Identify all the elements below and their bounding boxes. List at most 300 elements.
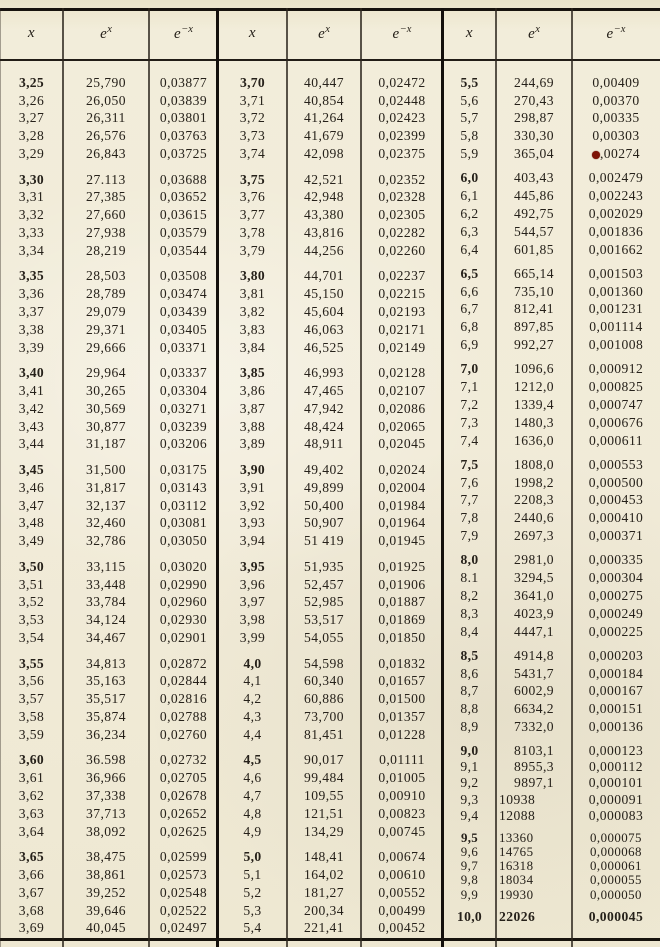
table-row: [443, 683, 660, 701]
cell-e-pow-x: 6634,2: [513, 701, 555, 717]
cell-e-pow-minus-x: 0,02065: [378, 418, 426, 434]
table-row: [0, 364, 218, 382]
cell-x: 3,94: [239, 533, 266, 549]
cell-e-pow-minus-x: 0,002479: [588, 170, 644, 186]
table-row: [443, 527, 660, 545]
row-block: [0, 848, 218, 937]
cell-e-pow-minus-x: 0,01657: [378, 673, 426, 689]
cell-x: 3,81: [239, 286, 266, 302]
cell-x: 4,2: [243, 691, 262, 707]
table-row: [0, 268, 218, 286]
cell-e-pow-x: 13360: [499, 830, 534, 845]
cell-e-pow-x: 39,252: [85, 884, 127, 900]
table-row: [218, 532, 443, 550]
cell-x: 3,28: [18, 128, 45, 144]
group-body: [443, 74, 660, 926]
table-row: [0, 339, 218, 357]
cell-e-pow-x: 42,521: [303, 171, 345, 187]
cell-e-pow-x: 221,41: [303, 920, 345, 936]
cell-x: 3,62: [18, 787, 45, 803]
cell-e-pow-x: 121,51: [303, 805, 345, 821]
cell-e-pow-minus-x: 0,02990: [159, 576, 208, 592]
cell-e-pow-minus-x: 0,02305: [378, 207, 426, 223]
cell-x: 3,37: [18, 304, 45, 320]
table-row: [218, 515, 443, 533]
group-header-row: [0, 8, 218, 59]
cell-x: 6,6: [460, 283, 479, 299]
cell-e-pow-minus-x: 0,000453: [588, 492, 644, 508]
cell-x: 3,60: [19, 752, 44, 768]
cell-x: 6,8: [460, 319, 479, 335]
cell-e-pow-x: 44,701: [303, 268, 345, 284]
cell-x: 3,38: [18, 321, 45, 337]
cell-e-pow-minus-x: 0,00745: [378, 823, 426, 839]
red-ink-dot: [592, 151, 600, 159]
header-base-text: e: [528, 26, 536, 42]
column-group-1: [0, 8, 218, 947]
cell-x: 3,44: [18, 436, 45, 452]
cell-x: 9,8: [460, 873, 479, 888]
cell-e-pow-minus-x: 0,01964: [378, 515, 426, 531]
table-row: [443, 205, 660, 223]
table-row: [0, 171, 218, 189]
cell-e-pow-minus-x: 0,02960: [159, 594, 208, 610]
row-block: [218, 655, 443, 744]
cell-e-pow-minus-x: 0,002243: [588, 188, 644, 204]
table-row: [218, 92, 443, 110]
cell-x: 8,2: [460, 587, 479, 603]
cell-x: 5,3: [243, 902, 262, 918]
table-row: [443, 718, 660, 736]
cell-x: 4,3: [243, 708, 262, 724]
cell-e-pow-minus-x: 0,01906: [378, 576, 426, 592]
table-row: [0, 805, 218, 823]
cell-e-pow-minus-x: 0,000061: [590, 859, 642, 874]
table-row: [218, 497, 443, 515]
cell-x: 6,3: [460, 223, 479, 239]
cell-e-pow-minus-x: 0,02678: [159, 787, 208, 803]
cell-e-pow-minus-x: 0,00674: [378, 849, 426, 865]
table-row: [0, 436, 218, 454]
table-row: [218, 884, 443, 902]
table-row: [443, 873, 660, 887]
cell-x: 3,67: [18, 884, 45, 900]
cell-e-pow-x: 40,854: [303, 92, 345, 108]
cell-e-pow-minus-x: 0,02788: [159, 708, 208, 724]
cell-x: 3,72: [239, 110, 266, 126]
cell-e-pow-minus-x: 0,000371: [588, 528, 644, 544]
column-group-3: [443, 8, 660, 947]
cell-e-pow-x: 10938: [499, 791, 536, 807]
cell-e-pow-minus-x: 0,02107: [378, 383, 426, 399]
table-row: [218, 866, 443, 884]
cell-e-pow-minus-x: 0,02423: [378, 110, 426, 126]
table-row: [218, 823, 443, 841]
cell-e-pow-minus-x: 0,001836: [588, 223, 644, 239]
table-row: [0, 418, 218, 436]
cell-e-pow-x: 365,04: [513, 146, 555, 162]
cell-x: 7,6: [460, 474, 479, 490]
table-row: [443, 474, 660, 492]
cell-e-pow-minus-x: 0,03050: [159, 533, 208, 549]
cell-e-pow-x: 33,784: [85, 594, 127, 610]
cell-e-pow-x: 29,666: [85, 339, 127, 355]
header-base-text: e: [100, 26, 108, 42]
cell-x: 9,9: [460, 887, 479, 902]
cell-e-pow-minus-x: 0,02844: [159, 673, 208, 689]
cell-e-pow-x: 30,265: [85, 383, 127, 399]
cell-e-pow-minus-x: 0,002029: [588, 205, 644, 221]
table-row: [443, 318, 660, 336]
cell-e-pow-x: 41,264: [303, 110, 345, 126]
cell-e-pow-minus-x: 0,02024: [378, 462, 426, 478]
cell-e-pow-x: 50,400: [303, 497, 345, 513]
cell-x: 3,70: [240, 74, 265, 90]
table-row: [443, 888, 660, 902]
cell-e-pow-x: 2208,3: [513, 492, 555, 508]
table-row: [218, 268, 443, 286]
cell-x: 9,7: [460, 859, 479, 874]
cell-e-pow-minus-x: 0,03801: [159, 110, 208, 126]
cell-x: 3,33: [18, 225, 45, 241]
cell-e-pow-minus-x: 0,01887: [378, 594, 426, 610]
cell-e-pow-minus-x: 0,03405: [159, 321, 208, 337]
cell-e-pow-x: 544,57: [513, 223, 555, 239]
row-block: [0, 171, 218, 260]
cell-e-pow-x: 492,75: [513, 205, 555, 221]
table-row: [0, 576, 218, 594]
cell-e-pow-x: 60,886: [303, 691, 345, 707]
cell-e-pow-x: 33,115: [86, 558, 126, 574]
cell-x: 6,0: [460, 170, 479, 186]
table-row: [443, 569, 660, 587]
cell-e-pow-minus-x: 0,03271: [159, 400, 208, 416]
table-row: [218, 285, 443, 303]
cell-x: 3,39: [18, 339, 45, 355]
cell-e-pow-minus-x: 0,03652: [159, 189, 208, 205]
cell-x: 3,85: [240, 365, 265, 381]
cell-e-pow-x: 9897,1: [513, 775, 555, 791]
cell-x: 4,8: [243, 805, 262, 821]
cell-e-pow-minus-x: 0,03206: [159, 436, 208, 452]
cell-e-pow-x: 41,679: [303, 128, 345, 144]
cell-e-pow-minus-x: 0,00335: [592, 110, 640, 126]
cell-x: 5,6: [460, 92, 479, 108]
table-row: [0, 479, 218, 497]
cell-e-pow-minus-x: 0,000184: [588, 665, 644, 681]
table-row: [218, 171, 443, 189]
table-row: [218, 594, 443, 612]
cell-x: 3,77: [239, 207, 266, 223]
cell-x: 3,45: [19, 462, 44, 478]
row-block: [218, 268, 443, 357]
cell-e-pow-minus-x: 0,02625: [159, 823, 208, 839]
cell-e-pow-x: 26,311: [86, 110, 126, 126]
cell-x: 3,75: [240, 171, 265, 187]
cell-e-pow-minus-x: 0,02260: [378, 242, 426, 258]
table-row: [0, 242, 218, 260]
cell-x: 3,49: [18, 533, 45, 549]
cell-e-pow-minus-x: 0,02128: [378, 365, 426, 381]
table-row: [0, 866, 218, 884]
table-row: [0, 823, 218, 841]
table-row: [443, 647, 660, 665]
cell-e-pow-x: 38,861: [85, 866, 127, 882]
column-header-e-pow-x: [63, 24, 149, 43]
cell-x: 3,40: [19, 365, 44, 381]
cell-e-pow-x: 34,467: [85, 629, 127, 645]
table-row: [218, 769, 443, 787]
cell-e-pow-minus-x: 0,000611: [588, 432, 644, 448]
cell-x: 4,5: [243, 752, 262, 768]
column-header-e-pow-x: [287, 24, 361, 43]
table-row: [443, 414, 660, 432]
cell-e-pow-x: 35,163: [85, 673, 127, 689]
cell-e-pow-x: 36,966: [85, 770, 127, 786]
cell-e-pow-minus-x: 0,02215: [378, 286, 426, 302]
cell-x: 9,0: [460, 742, 479, 758]
table-row: [443, 759, 660, 775]
cell-e-pow-minus-x: 0,01228: [378, 726, 426, 742]
cell-e-pow-minus-x: 0,03337: [159, 365, 208, 381]
cell-e-pow-minus-x: 0,001008: [588, 337, 644, 353]
table-row: [0, 848, 218, 866]
table-row: [218, 303, 443, 321]
cell-e-pow-x: 27,385: [85, 189, 127, 205]
cell-e-pow-minus-x: 0,03474: [159, 286, 208, 302]
table-row: [0, 655, 218, 673]
cell-e-pow-x: 90,017: [303, 752, 345, 768]
cell-e-pow-minus-x: 0,02282: [378, 225, 426, 241]
table-row: [218, 672, 443, 690]
column-header-e-pow-x: [496, 24, 572, 43]
cell-e-pow-minus-x: 0,00499: [378, 902, 426, 918]
table-row: [443, 742, 660, 758]
cell-e-pow-x: 35,517: [85, 691, 127, 707]
cell-e-pow-x: 39,646: [85, 902, 127, 918]
cell-e-pow-minus-x: 0,000055: [590, 873, 642, 888]
cell-e-pow-minus-x: 0,03239: [159, 418, 208, 434]
cell-e-pow-minus-x: 0,01832: [378, 655, 426, 671]
row-block: [443, 456, 660, 545]
cell-x: 3,26: [18, 92, 45, 108]
cell-e-pow-minus-x: 0,03439: [159, 304, 208, 320]
table-row: [0, 461, 218, 479]
table-row: [218, 558, 443, 576]
cell-e-pow-x: 200,34: [303, 902, 345, 918]
column-group-2: [218, 8, 443, 947]
cell-e-pow-x: 32,137: [85, 497, 127, 513]
cell-x: 3,86: [239, 383, 266, 399]
header-base-text: x: [465, 25, 474, 41]
cell-x: 8,0: [460, 552, 479, 568]
cell-e-pow-minus-x: 0,02705: [159, 770, 208, 786]
cell-e-pow-x: 148,41: [303, 849, 345, 865]
table-row: [0, 558, 218, 576]
table-row: [0, 497, 218, 515]
cell-e-pow-minus-x: 0,00552: [378, 884, 426, 900]
table-row: [218, 611, 443, 629]
table-row: [0, 884, 218, 902]
table-row: [218, 339, 443, 357]
table-row: [443, 378, 660, 396]
cell-x: 3,69: [18, 920, 45, 936]
table-row: [218, 690, 443, 708]
cell-e-pow-x: 40,447: [303, 74, 345, 90]
cell-x: 3,83: [239, 321, 266, 337]
cell-x: 3,88: [239, 418, 266, 434]
group-header-row: [443, 8, 660, 59]
cell-e-pow-minus-x: 0,03763: [159, 128, 208, 144]
cell-x: 4,7: [243, 787, 262, 803]
table-row: [0, 594, 218, 612]
cell-e-pow-x: 181,27: [303, 884, 345, 900]
header-base-text: x: [248, 25, 257, 41]
cell-x: 3,99: [239, 629, 266, 645]
table-row: [443, 74, 660, 92]
column-header-x: [443, 25, 496, 42]
cell-x: 4,1: [243, 673, 262, 689]
cell-e-pow-minus-x: 0,00409: [592, 74, 640, 90]
cell-e-pow-minus-x: 0,02448: [378, 92, 426, 108]
table-row: [0, 672, 218, 690]
table-row: [218, 848, 443, 866]
cell-x: 3,31: [18, 189, 45, 205]
cell-e-pow-minus-x: 0,02497: [159, 920, 208, 936]
cell-e-pow-x: 81,451: [303, 726, 345, 742]
header-exponent-text: x: [535, 24, 540, 35]
cell-e-pow-minus-x: 0,00303: [592, 128, 640, 144]
cell-x: 3,41: [18, 383, 45, 399]
cell-x: 3,36: [18, 286, 45, 302]
cell-e-pow-minus-x: 0,02004: [378, 479, 426, 495]
cell-x: 3,96: [239, 576, 266, 592]
cell-e-pow-x: 2981,0: [513, 552, 555, 568]
table-row: [443, 145, 660, 163]
group-body: [0, 74, 218, 937]
cell-e-pow-x: 25,790: [85, 74, 127, 90]
table-row: [443, 792, 660, 808]
cell-x: 3,34: [18, 242, 45, 258]
row-block: [443, 908, 660, 926]
cell-e-pow-minus-x: 0,02816: [159, 691, 208, 707]
cell-e-pow-minus-x: 0,02760: [159, 726, 208, 742]
cell-x: 7,3: [460, 414, 479, 430]
cell-e-pow-x: 46,063: [303, 321, 345, 337]
cell-e-pow-x: 31,500: [85, 462, 127, 478]
cell-e-pow-minus-x: 0,000500: [588, 474, 644, 490]
cell-e-pow-minus-x: 0,001360: [588, 283, 644, 299]
cell-x: 9,1: [460, 758, 479, 774]
cell-e-pow-minus-x: ,00274: [572, 146, 660, 162]
cell-e-pow-minus-x: 0,000335: [588, 552, 644, 568]
cell-x: 9,3: [460, 791, 479, 807]
cell-e-pow-x: 2440,6: [513, 510, 555, 526]
cell-x: 3,61: [18, 770, 45, 786]
cell-x: 3,64: [18, 823, 45, 839]
row-block: [0, 74, 218, 163]
table-row: [218, 110, 443, 128]
cell-e-pow-minus-x: 0,01984: [378, 497, 426, 513]
cell-e-pow-minus-x: 0,000068: [590, 845, 642, 860]
cell-x: 3,47: [18, 497, 45, 513]
cell-e-pow-minus-x: 0,02352: [378, 171, 426, 187]
column-header-x: [218, 25, 287, 42]
cell-e-pow-minus-x: 0,03143: [159, 479, 208, 495]
table-row: [443, 551, 660, 569]
cell-e-pow-minus-x: 0,000203: [588, 647, 644, 663]
cell-x: 5,9: [460, 146, 479, 162]
table-row: [443, 492, 660, 510]
cell-e-pow-x: 1998,2: [513, 474, 555, 490]
cell-e-pow-x: 73,700: [303, 708, 345, 724]
table-row: [0, 769, 218, 787]
row-block: [443, 360, 660, 449]
cell-x: 8,3: [460, 605, 479, 621]
cell-e-pow-x: 134,29: [303, 823, 345, 839]
row-block: [0, 655, 218, 744]
cell-e-pow-minus-x: 0,00370: [592, 92, 640, 108]
cell-e-pow-minus-x: 0,03081: [159, 515, 208, 531]
cell-e-pow-x: 298,87: [513, 110, 555, 126]
table-row: [218, 189, 443, 207]
table-row: [443, 396, 660, 414]
table-row: [0, 285, 218, 303]
table-row: [0, 902, 218, 920]
cell-e-pow-minus-x: 0,000553: [588, 456, 644, 472]
table-row: [218, 436, 443, 454]
cell-e-pow-minus-x: 0,000410: [588, 510, 644, 526]
cell-e-pow-minus-x: 0,01850: [378, 629, 426, 645]
cell-x: 3,89: [239, 436, 266, 452]
cell-e-pow-x: 4447,1: [513, 623, 555, 639]
table-row: [218, 576, 443, 594]
cell-x: 3,66: [18, 866, 45, 882]
cell-x: 10,0: [457, 909, 482, 925]
table-row: [0, 127, 218, 145]
row-block: [218, 848, 443, 937]
cell-x: 6,4: [460, 241, 479, 257]
cell-e-pow-minus-x: 0,000112: [588, 758, 644, 774]
table-row: [443, 301, 660, 319]
column-header-x: [0, 25, 63, 42]
cell-e-pow-minus-x: 0,000045: [588, 909, 644, 925]
table-row: [0, 726, 218, 744]
cell-e-pow-minus-x: 0,03615: [159, 207, 208, 223]
cell-e-pow-minus-x: 0,000123: [588, 742, 644, 758]
cell-e-pow-x: 27,660: [85, 207, 127, 223]
cell-x: 3,92: [239, 497, 266, 513]
cell-x: 9,5: [460, 830, 478, 845]
table-row: [0, 690, 218, 708]
row-block: [0, 558, 218, 647]
cell-x: 3,93: [239, 515, 266, 531]
table-row: [443, 241, 660, 259]
cell-e-pow-minus-x: 0,000304: [588, 570, 644, 586]
cell-e-pow-minus-x: 0,02149: [378, 339, 426, 355]
table-row: [443, 665, 660, 683]
cell-e-pow-x: 1096,6: [513, 361, 555, 377]
cell-x: 3,46: [18, 479, 45, 495]
table-row: [443, 456, 660, 474]
cell-x: 3,54: [18, 629, 45, 645]
table-row: [218, 902, 443, 920]
cell-e-pow-x: 51 419: [303, 533, 345, 549]
cell-x: 3,27: [18, 110, 45, 126]
cell-e-pow-x: 8103,1: [513, 742, 555, 758]
cell-x: 5,0: [243, 849, 262, 865]
table-row: [0, 303, 218, 321]
